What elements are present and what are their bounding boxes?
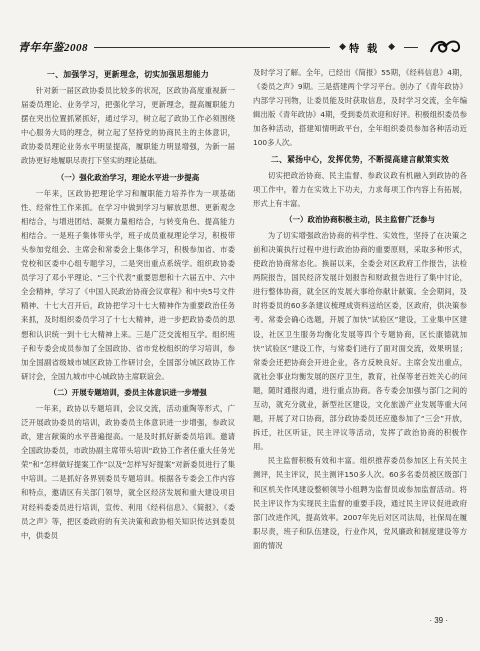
paragraph: 民主监督积极有效和丰富。组织推荐委员参加区上有关民主测评，民主评议，民主测评150多人次。60多名委员被区级部门和区机关作风建设整顿领导小组聘为监督员或参加监督活动。将民主评议作为实现民主监督的重要手段，通过民主评议促进政府部门改进作风，提高效率。2007年先后对区司法局，社保局在履职尽责，班子和队伍建设，行业作风，党风廉政和制度建设等方面的情况 (253, 456, 467, 550)
yearbook-title: 青年年鉴2008 (18, 42, 88, 54)
left-column (21, 66, 235, 606)
paragraph: 及时学习了解。全年，已经出《简报》55期，《经科信息》4期，《委员之声》9期。三是搭建两个学习平台。创办了《青年政协》内部学习刊物，让委员能及时获取信息，及时学习交流，全年编辑出版《青年政协》4期，受到委员欢迎和好评。积极组织委员参加各种活动，搭建知情明政平台，全年组织委员参加各种活动近100多人次。 (253, 68, 467, 148)
paragraph: 切实把政治协商、民主监督、参政议政有机融入到政协的各项工作中，着力在实效上下功夫，力求每项工作内容上有拓展，形式上有丰富。 (253, 170, 467, 208)
header-rule-right (404, 47, 418, 48)
diamond-icon: ◆ (339, 42, 347, 52)
subsection-heading: （二）开展专题培训，委员主体意识进一步增强 (49, 387, 207, 397)
running-header (18, 38, 462, 56)
page-number: · 39 · (429, 616, 448, 625)
header-rule-left (94, 47, 330, 48)
right-column (253, 66, 467, 606)
subsection-heading: （一）政治协商积极主动，民主监督广泛参与 (285, 214, 435, 224)
paragraph: 为了切实增强政治协商的科学性、实效性，坚持了在决策之前和决策执行过程中进行政治协商的重要原则，采取多种形式，使政治协商常态化。换届以来，全委会对区政府工作报告，法检两院报告，国民经济发展计划报告和财政报告进行了集中讨论，进行整体协商，就全区的发展大事给你献计献策。全会期间，及时将委员的60多条建议梳理成资料送给区委，区政府，供决策参考。常委会确心选题，开展了加快“试验区”建设，工业集中区建设，社区卫生服务均衡化发展等四个专题协商，区长康德就加快“试验区”建设工作，与常委们进行了面对面交流，效果明显；常委会还把协商会开进企业，各方反映良好。主席会发出重点，就社会事业均衡发展的医疗卫生，教育，社保等老百姓关心的问题，随时通报沟通，进行重点协商。各专委会加强与部门之间的互动，就充分就业，新型社区建设，文化旅游产业发展等重大问题，开展了对口协商，部分政协委员还应邀参加了“三会”开放，拆迁，社区听证，民主评议等活动，发挥了政治协商的积极作用。 (253, 230, 467, 452)
section-heading-1: 一、加强学习，更新理念，切实加强思想能力 (47, 70, 209, 79)
subsection-heading: （一）强化政治学习，理论水平进一步提高 (56, 172, 200, 182)
diamond-icon-right: ◆ (388, 42, 395, 52)
swirl-ornament-icon (428, 36, 462, 58)
paragraph: 一年来，政协以专题培训，会议交流，活动重陶等形式，广泛开展政协委员的培训，政协委员主体意识进一步增强，参政议政，建言献策的水平普遍提高。一是及时抓好新委员培训。邀请全国政协委员，市政协副主席带头培训“政协工作者任重大任务光荣”和“怎样做好提案工作”以及“怎样写好提案”对新委员进行了集中培训。二是抓好各界别委员专题培训。根据各专委会工作内容和特点，邀请区有关部门领导，就全区经济发展和重大建设项目对经科委委员进行培训，宣传、利用《经科信息》、《简报》、《委员之声》等，把区委政府的有关决策和政协相关知识传达到委员中，供委员 (21, 403, 235, 540)
section-title: 特载 (349, 43, 386, 55)
paragraph: 一年来，区政协把理论学习和履职能力培养作为一项基础性、经常性工作来抓。在学习中做到学习与解放思想、更新观念相结合，与增进团结、凝聚力量相结合，与转变角色、提高能力相结合。一是班子集体带头学，班子成员重视理论学习，积极带头参加党组会、主席会和常委会上集体学习，积极参加省、市委党校和区委中心组专题学习，二是突出重点系统学。组织政协委员学习了邓小平理论、“三个代表”重要思想和十六届五中、六中全会精神，学习了《中国人民政治协商会议章程》和中央5号文件精神、十七大召开后，政协把学习十七大精神作为重要政治任务来抓，及时组织委员学习了十七大精神，进一步把政协委员的思想和认识统一到十七大精神上来。三是广泛交流相互学。组织班子和专委会成员参加了全国政协、省市党校组织的学习培训，参加全国副省级城市城区政协工作研讨会，全国部分城区政协工作研讨会，全国九城市中心城政协主席联谊会。 (21, 188, 235, 381)
paragraph: 针对新一届区政协委员比较多的状况，区政协高度重视新一届委员理论、业务学习，把强化学习，更新理念，提高履职能力摆在突出位置抓紧抓好，通过学习，树立起了政协工作必须围绕中心服务大局的理念，树立起了坚持党的协商民主的主体意识，政协委员理论业务水平明显提高，履职能力明显增强，为新一届政协更好地履职尽责打下坚实的理论基础。 (21, 86, 235, 166)
section-heading-2: 二、紧扬中心，发挥优势，不断提高建言献策实效 (270, 154, 450, 164)
